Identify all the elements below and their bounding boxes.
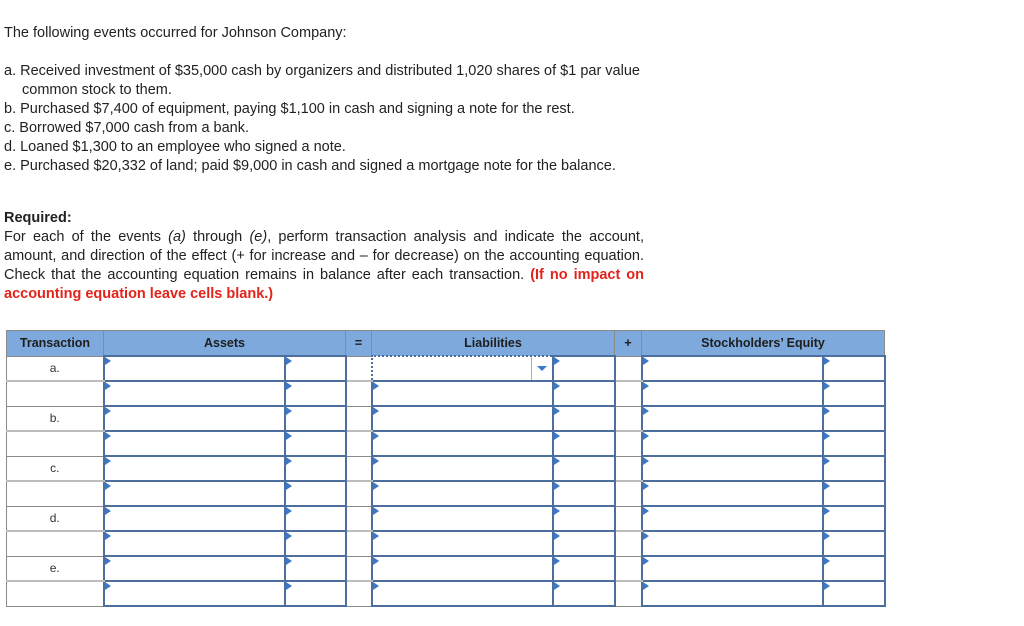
chevron-down-icon [537,366,547,371]
liabilities-account-input-field[interactable] [373,482,552,505]
liabilities-amount-input[interactable] [553,481,615,506]
assets-account-input-field[interactable] [105,482,284,505]
operator-spacer [346,356,372,381]
transaction-label [7,431,104,456]
operator-spacer [346,381,372,406]
liabilities-account-input[interactable] [372,431,553,456]
liabilities-account-input[interactable] [372,506,553,531]
equity-amount-input-field[interactable] [824,582,884,605]
liabilities-amount-input[interactable] [553,431,615,456]
assets-account-input-field[interactable] [105,432,284,455]
liabilities-account-input[interactable] [372,406,553,431]
assets-account-input-field[interactable] [105,407,284,430]
assets-amount-input-field[interactable] [286,482,345,505]
event-a-ref: (a) [168,229,186,245]
operator-spacer [346,406,372,431]
instr-part: , perform transaction analysis and indicate the account, amount, and direction of the effect (+ for increase and – for decrease) on the accounting equation. Check that the accounting equation remains in balance after each transaction. [4,229,644,283]
liabilities-account-input[interactable] [372,381,553,406]
assets-amount-input[interactable] [285,356,346,381]
assets-amount-input-field[interactable] [286,407,345,430]
equity-amount-input[interactable] [823,481,885,506]
table-row [7,531,885,556]
assets-account-input-field[interactable] [105,457,284,480]
operator-spacer [615,581,642,606]
header-equals: = [346,331,372,357]
liabilities-amount-input[interactable] [553,581,615,606]
equity-account-input-field[interactable] [643,357,822,380]
assets-amount-input[interactable] [285,456,346,481]
table-row [7,581,885,606]
liabilities-account-input-field[interactable] [373,532,552,555]
equity-amount-input-field[interactable] [824,557,884,580]
assets-account-input[interactable] [104,381,285,406]
equity-amount-input-field[interactable] [824,357,884,380]
assets-amount-input-field[interactable] [286,457,345,480]
table-row [7,356,885,381]
equity-amount-input-field[interactable] [824,507,884,530]
assets-amount-input[interactable] [285,431,346,456]
operator-spacer [346,431,372,456]
transaction-label: e. [7,556,104,581]
equity-account-input-field[interactable] [643,457,822,480]
equity-account-input-field[interactable] [643,532,822,555]
equity-account-input[interactable] [642,581,823,606]
liabilities-amount-input[interactable] [553,556,615,581]
required-title: Required: [4,210,72,226]
liabilities-account-input-field[interactable] [373,432,552,455]
assets-account-input[interactable] [104,356,285,381]
equity-account-input-field[interactable] [643,582,822,605]
equity-account-input[interactable] [642,406,823,431]
transaction-label [7,481,104,506]
equity-account-input[interactable] [642,431,823,456]
assets-account-input[interactable] [104,581,285,606]
equity-account-input[interactable] [642,356,823,381]
liabilities-amount-input-field[interactable] [554,582,614,605]
assets-account-input[interactable] [104,481,285,506]
equity-account-input[interactable] [642,456,823,481]
transaction-label [7,581,104,606]
liabilities-account-input[interactable] [372,456,553,481]
table-row [7,431,885,456]
assets-amount-input[interactable] [285,556,346,581]
operator-spacer [615,356,642,381]
assets-account-input-field[interactable] [105,357,284,380]
table-row [7,456,885,481]
header-liabilities: Liabilities [372,331,615,357]
event-a: a. Received investment of $35,000 cash by organizers and distributed 1,020 shares of $1 par value common stock to them. [4,63,640,98]
required-section [4,209,644,304]
assets-amount-input[interactable] [285,531,346,556]
assets-account-input[interactable] [104,431,285,456]
table-row [7,381,885,406]
operator-spacer [615,481,642,506]
equity-account-input-field[interactable] [643,407,822,430]
assets-account-input[interactable] [104,456,285,481]
header-equity: Stockholders’ Equity [642,331,885,357]
operator-spacer [346,531,372,556]
liabilities-amount-input[interactable] [553,406,615,431]
equity-amount-input-field[interactable] [824,482,884,505]
assets-amount-input[interactable] [285,581,346,606]
dropdown-value[interactable] [373,357,531,380]
liabilities-amount-input[interactable] [553,356,615,381]
liabilities-amount-input-field[interactable] [554,407,614,430]
liabilities-account-input-field[interactable] [373,557,552,580]
assets-account-input[interactable] [104,531,285,556]
assets-account-input-field[interactable] [105,557,284,580]
equity-account-input-field[interactable] [643,557,822,580]
liabilities-amount-input[interactable] [553,506,615,531]
operator-spacer [346,456,372,481]
assets-amount-input-field[interactable] [286,582,345,605]
equity-account-input-field[interactable] [643,382,822,405]
assets-account-input-field[interactable] [105,582,284,605]
equity-account-input[interactable] [642,381,823,406]
event-e-ref: (e) [249,229,268,245]
liabilities-amount-input[interactable] [553,456,615,481]
equity-account-input-field[interactable] [643,507,822,530]
equity-account-input[interactable] [642,481,823,506]
instr-part: through [185,229,250,245]
liabilities-account-input-field[interactable] [373,507,552,530]
warning-note: (If no impact on accounting equation leave cells blank.) [4,267,645,302]
table-row [7,506,885,531]
liabilities-account-input-field[interactable] [373,407,552,430]
assets-amount-input[interactable] [285,406,346,431]
equity-amount-input[interactable] [823,406,885,431]
assets-account-input-field[interactable] [105,507,284,530]
liabilities-account-input-field[interactable] [373,582,552,605]
liabilities-amount-input-field[interactable] [554,532,614,555]
transaction-label: a. [7,356,104,381]
assets-amount-input[interactable] [285,381,346,406]
equity-amount-input[interactable] [823,556,885,581]
table-row [7,556,885,581]
liabilities-account-input[interactable] [372,581,553,606]
transaction-label [7,531,104,556]
equity-amount-input[interactable] [823,431,885,456]
equity-amount-input-field[interactable] [824,457,884,480]
operator-spacer [615,431,642,456]
liabilities-amount-input-field[interactable] [554,382,614,405]
header-transaction: Transaction [7,331,104,357]
liabilities-amount-input-field[interactable] [554,507,614,530]
liabilities-account-input-field[interactable] [373,382,552,405]
transaction-label: c. [7,456,104,481]
assets-amount-input[interactable] [285,481,346,506]
equity-amount-input[interactable] [823,581,885,606]
accounting-equation-table [6,330,886,607]
assets-account-input[interactable] [104,406,285,431]
assets-amount-input-field[interactable] [286,532,345,555]
operator-spacer [615,406,642,431]
equity-amount-input[interactable] [823,381,885,406]
equity-account-input[interactable] [642,531,823,556]
operator-spacer [615,456,642,481]
operator-spacer [346,481,372,506]
assets-amount-input-field[interactable] [286,432,345,455]
equity-amount-input[interactable] [823,531,885,556]
liabilities-account-input[interactable] [372,481,553,506]
transaction-label: b. [7,406,104,431]
header-assets: Assets [104,331,346,357]
operator-spacer [346,581,372,606]
required-instructions [4,228,644,304]
liabilities-account-input[interactable] [372,531,553,556]
assets-account-input-field[interactable] [105,532,284,555]
equity-amount-input-field[interactable] [824,532,884,555]
operator-spacer [346,506,372,531]
liabilities-account-dropdown[interactable] [372,356,553,381]
assets-account-input[interactable] [104,506,285,531]
operator-spacer [615,381,642,406]
assets-amount-input-field[interactable] [286,382,345,405]
equity-amount-input[interactable] [823,356,885,381]
equity-amount-input[interactable] [823,506,885,531]
assets-amount-input[interactable] [285,506,346,531]
event-e: e. Purchased $20,332 of land; paid $9,000 in cash and signed a mortgage note for the balance. [4,158,616,174]
equity-amount-input-field[interactable] [824,407,884,430]
dropdown-button[interactable] [531,357,552,380]
table-row [7,406,885,431]
event-d: d. Loaned $1,300 to an employee who signed a note. [4,139,346,155]
assets-amount-input-field[interactable] [286,357,345,380]
event-b: b. Purchased $7,400 of equipment, paying $1,100 in cash and signing a note for the rest. [4,101,575,117]
operator-spacer [615,506,642,531]
liabilities-account-input-field[interactable] [373,457,552,480]
intro-text: The following events occurred for Johnson Company: [4,25,347,41]
liabilities-amount-input[interactable] [553,531,615,556]
assets-account-input[interactable] [104,556,285,581]
operator-spacer [346,556,372,581]
liabilities-amount-input[interactable] [553,381,615,406]
equity-account-input[interactable] [642,506,823,531]
events-list [4,62,664,176]
equity-account-input-field[interactable] [643,482,822,505]
liabilities-amount-input-field[interactable] [554,482,614,505]
equity-amount-input[interactable] [823,456,885,481]
equity-account-input[interactable] [642,556,823,581]
assets-amount-input-field[interactable] [286,557,345,580]
transaction-label: d. [7,506,104,531]
liabilities-amount-input-field[interactable] [554,457,614,480]
liabilities-amount-input-field[interactable] [554,357,614,380]
header-plus: + [615,331,642,357]
assets-amount-input-field[interactable] [286,507,345,530]
table-row [7,481,885,506]
liabilities-account-input[interactable] [372,556,553,581]
instr-part: For each of the events [4,229,169,245]
event-c: c. Borrowed $7,000 cash from a bank. [4,120,250,136]
liabilities-amount-input-field[interactable] [554,557,614,580]
liabilities-amount-input-field[interactable] [554,432,614,455]
operator-spacer [615,531,642,556]
equity-amount-input-field[interactable] [824,432,884,455]
operator-spacer [615,556,642,581]
equity-amount-input-field[interactable] [824,382,884,405]
equity-account-input-field[interactable] [643,432,822,455]
header-row [7,331,885,357]
assets-account-input-field[interactable] [105,382,284,405]
transaction-label [7,381,104,406]
